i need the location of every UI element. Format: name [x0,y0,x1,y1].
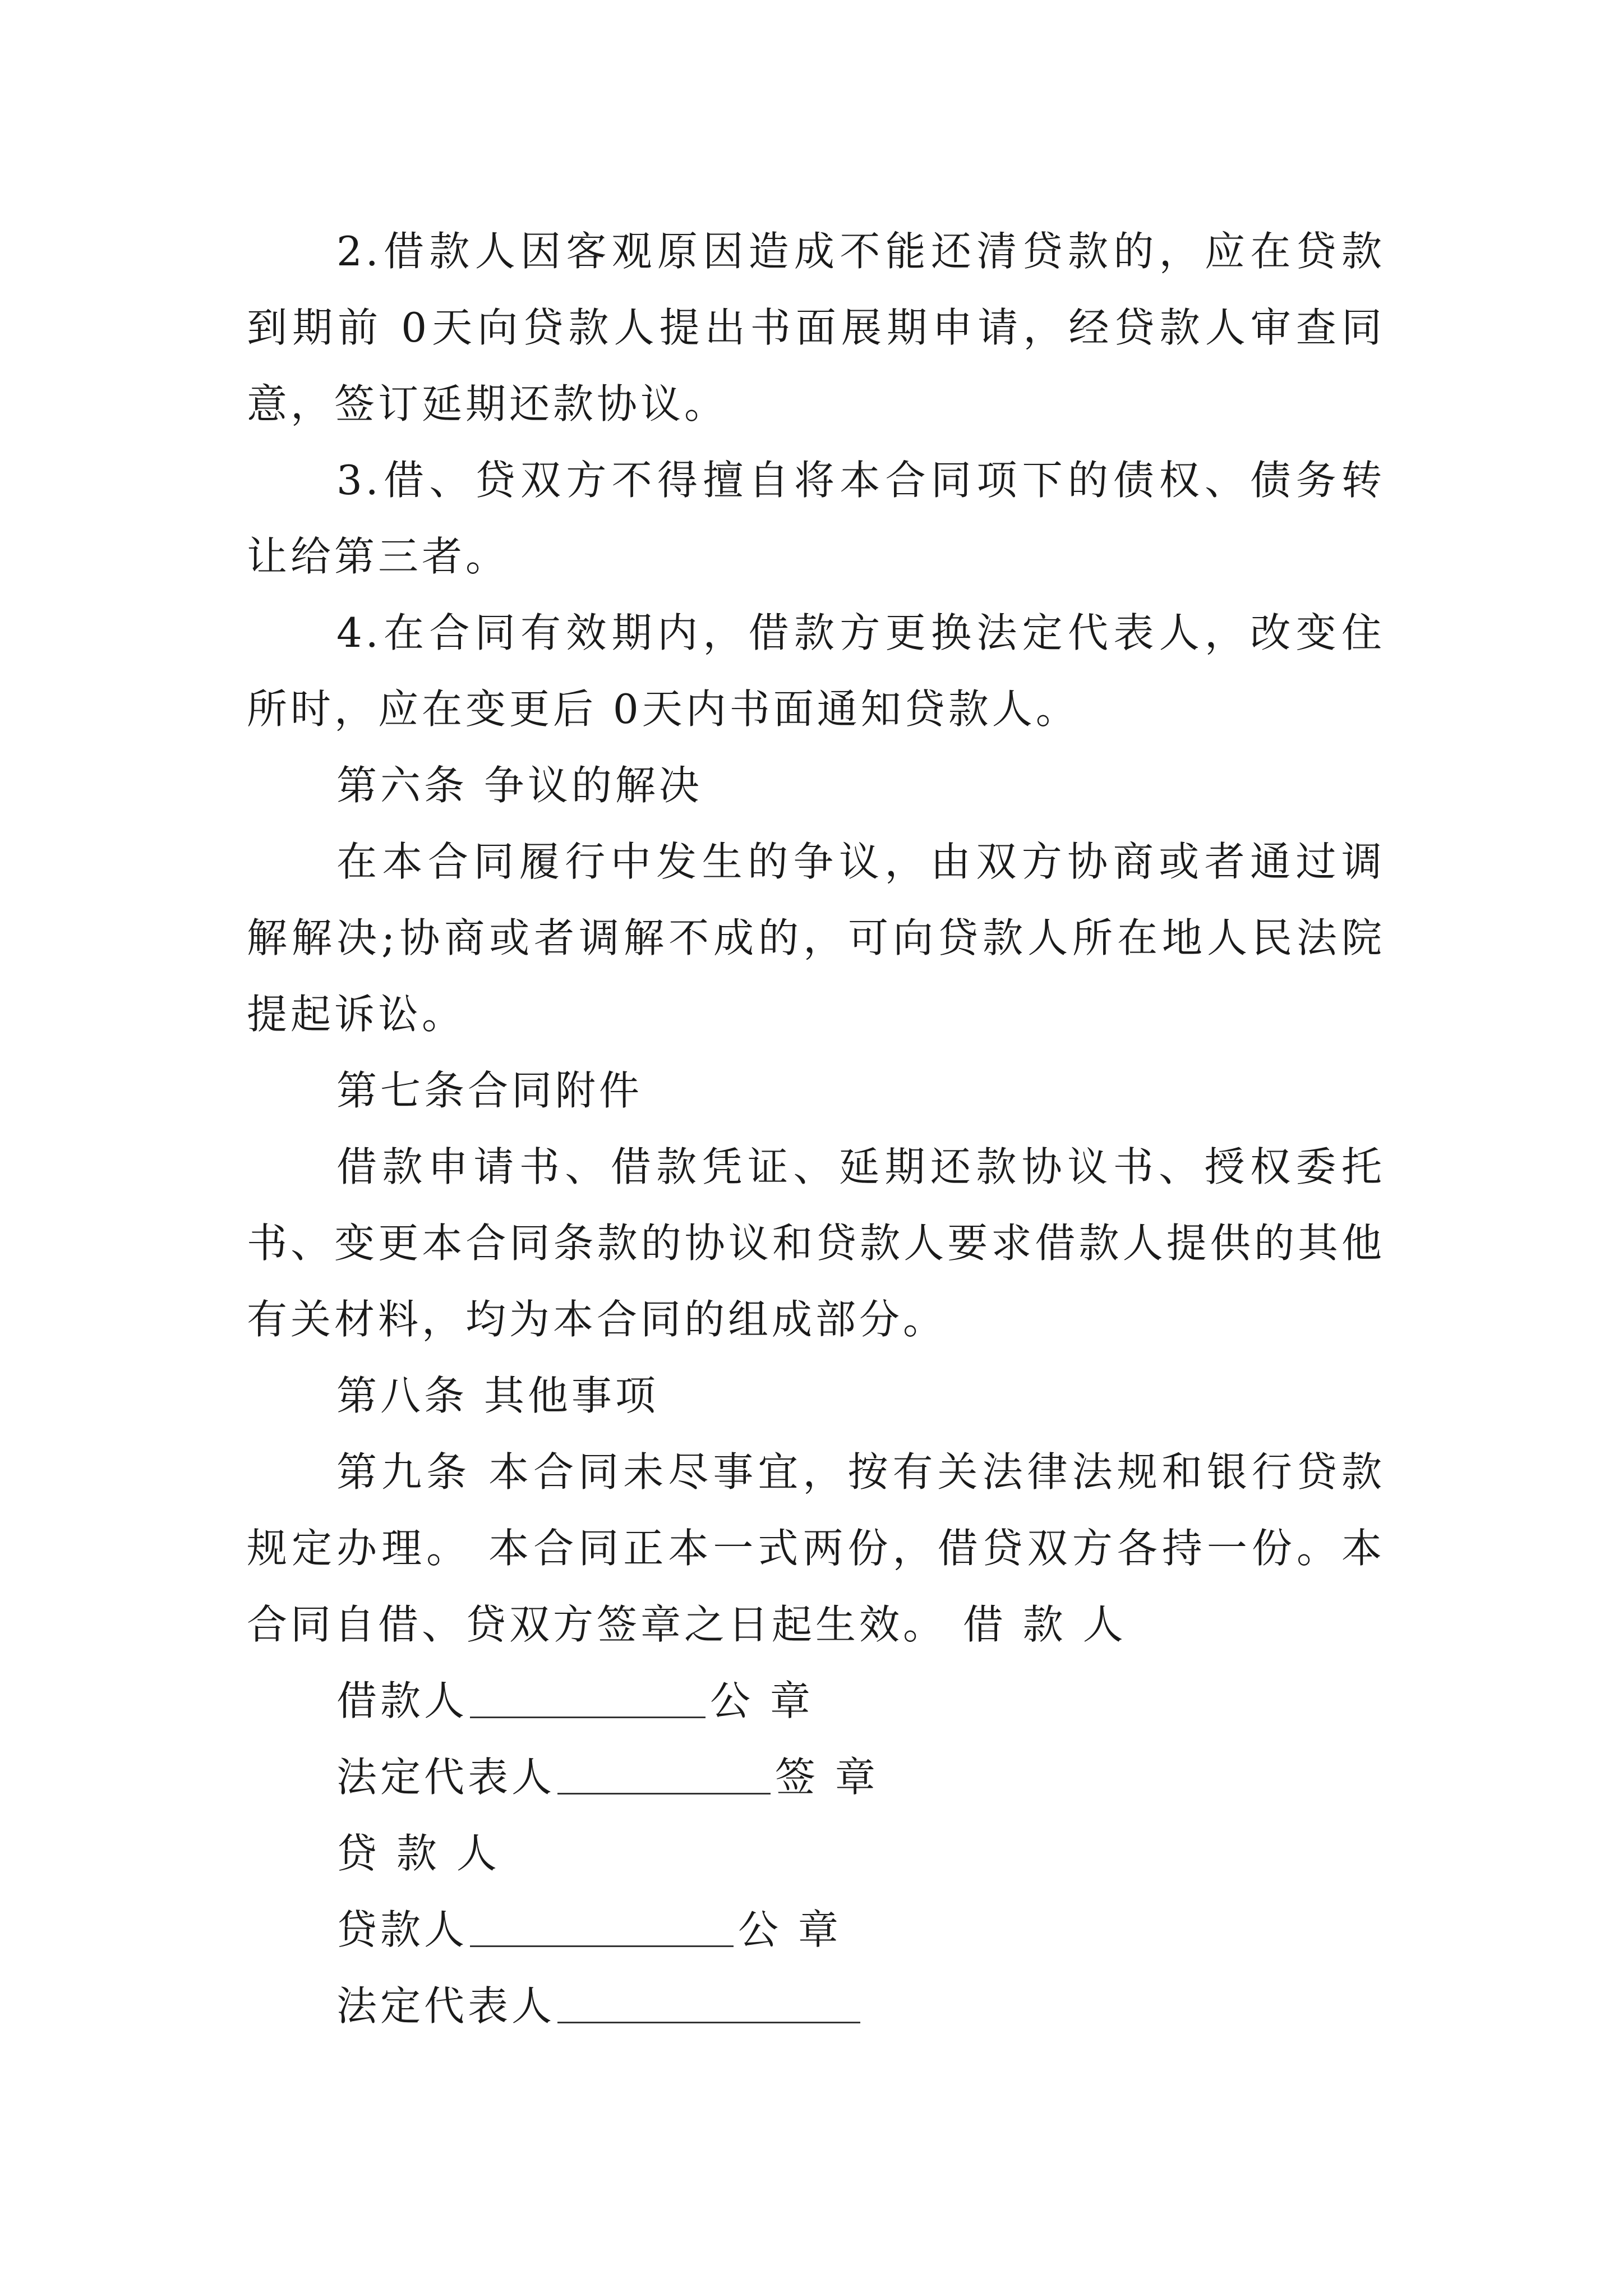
lender-rep-label: 法定代表人 [336,1982,556,2030]
clause-6-heading: 第六条 争议的解决 [336,762,703,809]
lender-heading-text: 贷 款 人 [336,1830,500,1877]
clause-7-heading: 第七条合同附件 [336,1067,643,1114]
clause-6-body: 在本合同履行中发生的争议，由双方协商或者通过调解解决;协商或者调解不成的，可向贷款人所在地人民法院提起诉讼。 [247,838,1385,1038]
lender-seal-label: 公 章 [738,1906,842,1953]
lender-heading [247,1815,1385,1892]
lender-rep-blank [557,1977,860,2023]
lender-signature-line [247,1892,1385,1968]
clause-5-item-4: 4.在合同有效期内，借款方更换法定代表人，改变住所时，应在变更后 0天内书面通知贷款人。 [247,609,1385,733]
borrower-seal-label: 公 章 [710,1677,814,1724]
clause-7-body: 借款申请书、借款凭证、延期还款协议书、授权委托书、变更本合同条款的协议和贷款人要求借款人提供的其他有关材料，均为本合同的组成部分。 [247,1143,1385,1343]
borrower-blank [470,1672,706,1718]
lender-label: 贷款人 [336,1906,468,1953]
borrower-rep-blank [557,1748,771,1795]
borrower-label: 借款人 [336,1677,468,1724]
clause-5-item-2: 2.借款人因客观原因造成不能还清贷款的，应在贷款到期前 0天向贷款人提出书面展期申请，经贷款人审查同意，签订延期还款协议。 [247,228,1385,427]
document-page [247,213,1385,2044]
borrower-rep-seal-label: 签 章 [775,1754,879,1801]
borrower-rep-signature-line [247,1739,1385,1815]
borrower-rep-label: 法定代表人 [336,1754,556,1801]
lender-blank [470,1901,734,1947]
lender-rep-signature-line [247,1968,1385,2044]
clause-9-body: 第九条 本合同未尽事宜，按有关法律法规和银行贷款规定办理。 本合同正本一式两份，借贷双方各持一份。本合同自借、贷双方签章之日起生效。 借 款 人 [247,1448,1385,1648]
clause-8-heading: 第八条 其他事项 [336,1372,659,1419]
borrower-signature-line [247,1663,1385,1739]
clause-5-item-3: 3.借、贷双方不得擅自将本合同项下的债权、债务转让给第三者。 [247,457,1385,580]
